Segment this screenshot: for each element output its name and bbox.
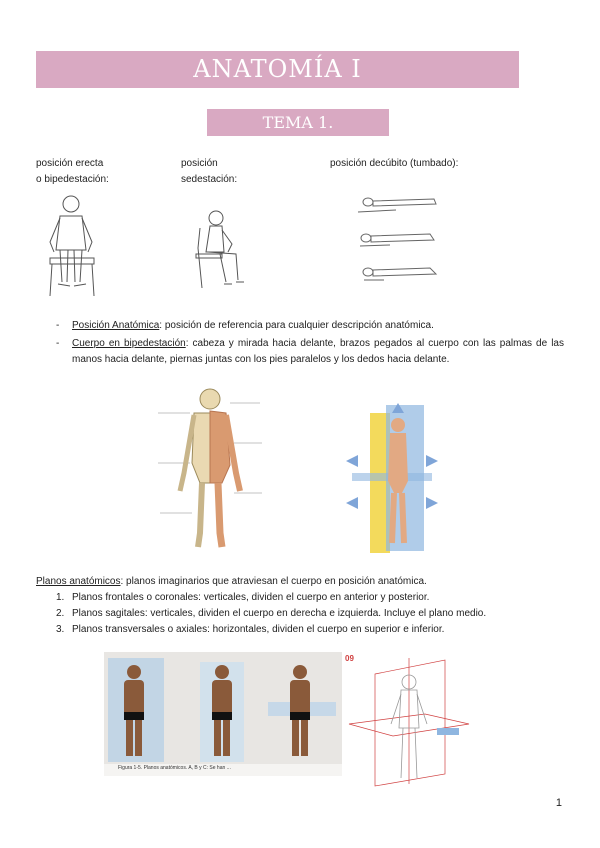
section-subtitle: TEMA 1. CONCEPTOS GENERALES: [207, 109, 389, 136]
list-item: [56, 622, 576, 638]
body-planes-illustration: [342, 403, 442, 555]
item-number: 2.: [56, 608, 65, 619]
decubito-illustration: [356, 188, 446, 288]
figure-label: 09: [345, 654, 354, 663]
item-text: Planos sagitales: verticales, dividen el cuerpo en derecha e izquierda. Incluye el plano medio.: [72, 608, 487, 619]
item-text: Planos transversales o axiales: horizontales, dividen el cuerpo en superior e inferior.: [72, 624, 445, 635]
planos-term: Planos anatómicos: [36, 576, 121, 587]
label-decubito: [330, 156, 458, 172]
bullet-text: : cabeza y mirada hacia delante, brazos pegados al cuerpo con las palmas de las manos hacia delante, piernas juntas con los pies paralelos y los dedos hacia delante.: [72, 338, 564, 365]
figure-caption: Figura 1-5. Planos anatómicos. A, B y C: Se han ...: [118, 765, 231, 771]
planes-line-drawing: [345, 654, 475, 788]
bullet-marker: -: [56, 338, 60, 349]
item-number: 1.: [56, 592, 65, 603]
definition-list: [56, 318, 564, 370]
planes-list: [56, 590, 576, 638]
anatomical-position-skeleton-illustration: [150, 383, 270, 553]
label-line: o bipedestación:: [36, 174, 109, 185]
list-item: [56, 336, 564, 368]
bullet-text: : posición de referencia para cualquier descripción anatómica.: [159, 320, 434, 331]
label-line: posición: [181, 158, 218, 169]
list-item: [56, 606, 576, 622]
label-sedestacion: [181, 156, 237, 188]
anatomical-planes-photo-panel: [104, 652, 342, 776]
list-item: [56, 318, 564, 334]
planos-text: : planos imaginarios que atraviesan el cuerpo en posición anatómica.: [120, 576, 427, 587]
bullet-term: Cuerpo en bipedestación: [72, 338, 186, 349]
label-line: posición erecta: [36, 158, 104, 169]
label-line: sedestación:: [181, 174, 238, 185]
label-bipedestacion: [36, 156, 109, 188]
label-line: posición decúbito (tumbado):: [330, 158, 459, 169]
planos-intro: [36, 574, 576, 590]
seated-figure-illustration: [192, 208, 252, 290]
page-number: 1: [555, 797, 562, 809]
list-item: [56, 590, 576, 606]
item-text: Planos frontales o coronales: verticales, dividen el cuerpo en anterior y posterior.: [72, 592, 430, 603]
page-title: ANATOMÍA I: [193, 55, 362, 83]
item-number: 3.: [56, 624, 65, 635]
bullet-marker: -: [56, 320, 60, 331]
standing-figure-illustration: [38, 192, 108, 300]
bullet-term: Posición Anatómica: [72, 320, 160, 331]
